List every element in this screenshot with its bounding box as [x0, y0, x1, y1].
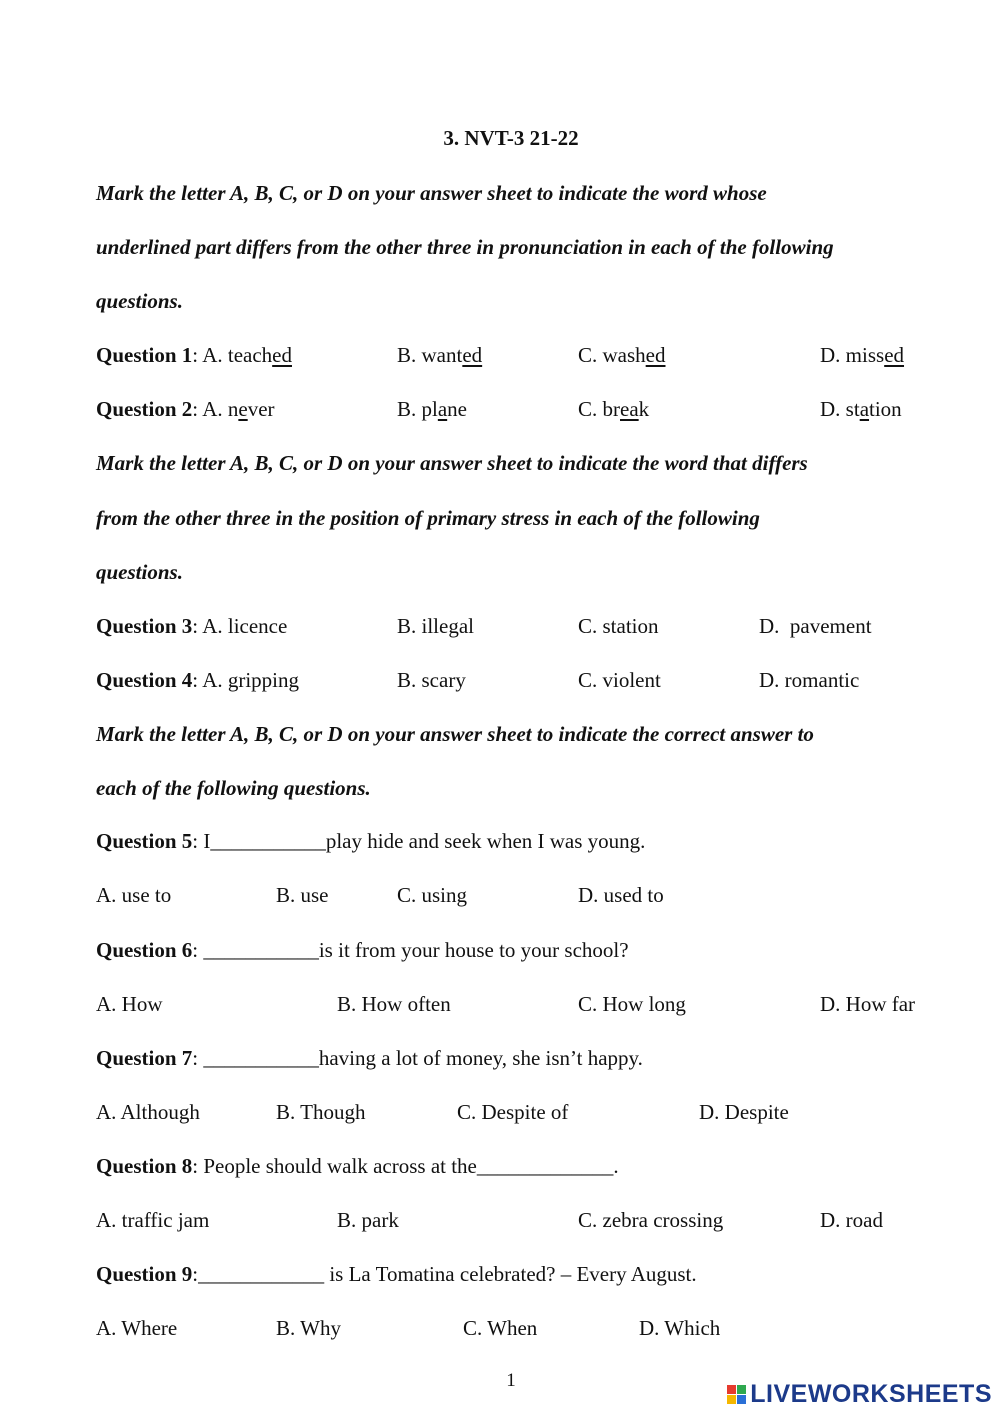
option-d: D. road — [820, 1208, 883, 1232]
logo-badge-icon — [727, 1385, 746, 1404]
option-c: C. zebra crossing — [578, 1208, 724, 1232]
badge-square — [737, 1385, 746, 1394]
question-stem: : I___________play hide and seek when I was young. — [192, 829, 646, 853]
underlined-part: ed — [272, 343, 292, 367]
question-label: Question 4 — [96, 668, 193, 692]
option-c: C. violent — [578, 668, 661, 692]
option-a: A. Where — [96, 1316, 178, 1340]
option-c: C. break — [578, 397, 650, 421]
option-c: C. using — [397, 883, 468, 907]
instruction-line: underlined part differs from the other three in pronunciation in each of the following — [96, 235, 834, 259]
option-b: B. How often — [337, 992, 451, 1016]
underlined-part: ea — [620, 397, 639, 421]
underlined-part: ed — [645, 343, 666, 367]
question-label: Question 1 — [96, 343, 193, 367]
question-3: Question 3: A. licence — [96, 614, 288, 638]
question-5 — [96, 829, 645, 854]
instruction-line: from the other three in the position of primary stress in each of the following — [96, 506, 760, 530]
option-b: B. wanted — [397, 343, 483, 367]
question-label: Question 9 — [96, 1262, 193, 1286]
question-stem: : ___________is it from your house to your school? — [192, 938, 629, 962]
option-a: A. Although — [96, 1100, 200, 1124]
instruction-line: Mark the letter A, B, C, or D on your answer sheet to indicate the word whose — [96, 181, 767, 205]
badge-square — [737, 1395, 746, 1404]
underlined-part: a — [437, 397, 448, 421]
underlined-part: ed — [884, 343, 905, 367]
option-a: A. use to — [96, 883, 172, 907]
option-b: B. use — [276, 883, 329, 907]
badge-square — [727, 1385, 736, 1394]
option-b: B. scary — [397, 668, 466, 692]
option-a-text: : A. teach — [192, 343, 273, 367]
option-b: B. illegal — [397, 614, 474, 638]
option-c: C. washed — [578, 343, 666, 367]
instruction-line: questions. — [96, 560, 183, 584]
page-title: 3. NVT-3 21-22 — [443, 126, 579, 150]
option-c: C. station — [578, 614, 659, 638]
question-label: Question 7 — [96, 1046, 193, 1070]
question-label: Question 8 — [96, 1154, 193, 1178]
option-b: B. Why — [276, 1316, 341, 1340]
question-1 — [96, 343, 292, 368]
question-label: Question 2 — [96, 397, 193, 421]
instruction-line: questions. — [96, 289, 183, 313]
page-number: 1 — [506, 1370, 516, 1391]
question-4: Question 4: A. gripping — [96, 668, 300, 692]
question-8 — [96, 1154, 619, 1179]
liveworksheets-logo — [727, 1380, 992, 1409]
option-d: D. station — [820, 397, 902, 421]
underlined-part: a — [859, 397, 870, 421]
option-d: D. How far — [820, 992, 916, 1016]
option-d: D. pavement — [759, 614, 872, 638]
question-9 — [96, 1262, 697, 1287]
instruction-line: Mark the letter A, B, C, or D on your answer sheet to indicate the correct answer to — [96, 722, 814, 746]
option-c: C. When — [463, 1316, 538, 1340]
underlined-part: e — [238, 397, 248, 421]
option-d: D. Despite — [699, 1100, 789, 1124]
option-b: B. Though — [276, 1100, 366, 1124]
option-b: B. park — [337, 1208, 399, 1232]
badge-square — [727, 1395, 736, 1404]
option-d: D. used to — [578, 883, 664, 907]
option-a: A. traffic jam — [96, 1208, 210, 1232]
underlined-part: ed — [462, 343, 483, 367]
option-a: A. How — [96, 992, 163, 1016]
option-c: C. How long — [578, 992, 686, 1016]
option-c: C. Despite of — [457, 1100, 569, 1124]
option-d: D. Which — [639, 1316, 721, 1340]
instruction-line: Mark the letter A, B, C, or D on your answer sheet to indicate the word that differs — [96, 451, 808, 475]
question-label: Question 6 — [96, 938, 193, 962]
question-7 — [96, 1046, 643, 1071]
option-b: B. plane — [397, 397, 467, 421]
question-label: Question 5 — [96, 829, 193, 853]
instruction-line: each of the following questions. — [96, 776, 371, 800]
question-stem: : ___________having a lot of money, she isn’t happy. — [192, 1046, 643, 1070]
question-stem: :____________ is La Tomatina celebrated? – Every August. — [192, 1262, 697, 1286]
question-6 — [96, 938, 629, 963]
question-2: Question 2: A. never — [96, 397, 275, 421]
logo-text: LIVEWORKSHEETS — [750, 1380, 992, 1408]
question-stem: : People should walk across at the_____________. — [192, 1154, 619, 1178]
option-d: D. missed — [820, 343, 905, 367]
option-d: D. romantic — [759, 668, 860, 692]
question-label: Question 3 — [96, 614, 193, 638]
